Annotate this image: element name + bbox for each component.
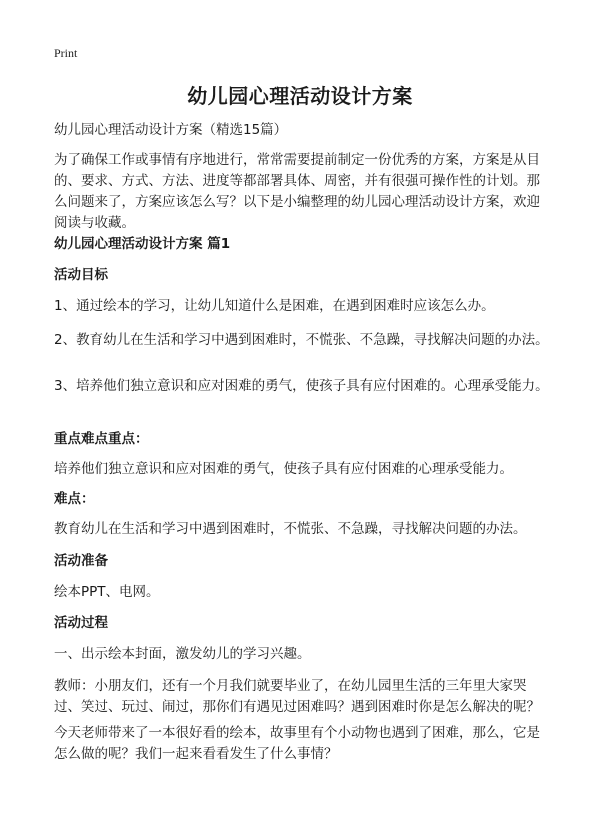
print-label[interactable]: Print <box>54 46 78 60</box>
prep-heading: 活动准备 <box>54 553 108 569</box>
document-title: 幼儿园心理活动设计方案 <box>187 84 413 108</box>
section-title: 幼儿园心理活动设计方案 篇1 <box>54 236 231 252</box>
difficulty-heading: 难点： <box>54 491 95 507</box>
key-heading: 重点难点重点： <box>54 431 149 447</box>
prep-text: 绘本PPT、电网。 <box>54 584 160 600</box>
difficulty-text: 教育幼儿在生活和学习中遇到困难时，不慌张、不急躁，寻找解决问题的办法。 <box>54 521 527 537</box>
goal-item-1: 1、通过绘本的学习，让幼儿知道什么是困难，在遇到困难时应该怎么办。 <box>54 298 495 314</box>
key-text: 培养他们独立意识和应对困难的勇气，使孩子具有应付困难的心理承受能力。 <box>54 461 513 477</box>
goal-heading: 活动目标 <box>54 267 108 283</box>
process-item-1: 一、出示绘本封面，激发幼儿的学习兴趣。 <box>54 646 311 662</box>
goal-item-2: 2、教育幼儿在生活和学习中遇到困难时，不慌张、不急躁，寻找解决问题的办法。 <box>54 332 549 348</box>
intro-paragraph: 为了确保工作或事情有序地进行，常常需要提前制定一份优秀的方案，方案是从目的、要求、方式、方法、进度等都部署具体、周密，并有很强可操作性的计划。那么问题来了，方案应该怎么写？以下是小编整理的幼儿园心理活动设计方案，欢迎阅读与收藏。 <box>54 152 540 231</box>
process-heading: 活动过程 <box>54 615 108 631</box>
goal-item-3: 3、培养他们独立意识和应对困难的勇气，使孩子具有应付困难的。心理承受能力。 <box>54 378 549 394</box>
document-subtitle: 幼儿园心理活动设计方案（精选15篇） <box>54 122 288 138</box>
process-item-2: 教师：小朋友们，还有一个月我们就要毕业了，在幼儿园里生活的三年里大家哭过、笑过、玩过、闹过，那你们有遇见过困难吗？遇到困难时你是怎么解决的呢？ <box>54 678 540 715</box>
process-item-3: 今天老师带来了一本很好看的绘本，故事里有个小动物也遇到了困难，那么，它是怎么做的呢？我们一起来看看发生了什么事情？ <box>54 725 540 762</box>
